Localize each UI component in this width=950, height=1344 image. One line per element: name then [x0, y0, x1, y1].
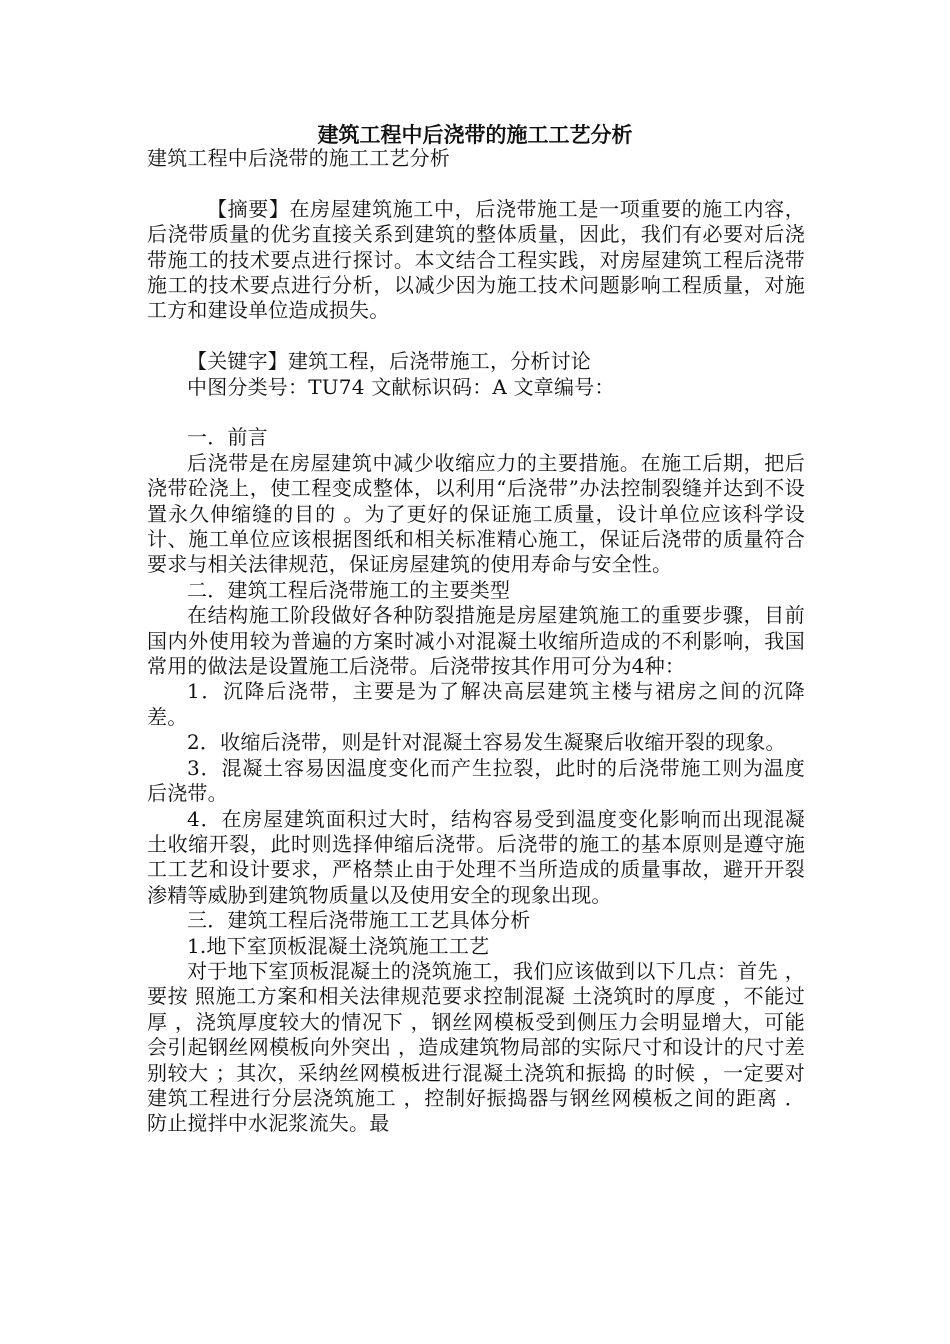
list-item: 1．沉降后浇带，主要是为了解决高层建筑主楼与裙房之间的沉降差。 — [147, 679, 805, 729]
list-item: 2．收缩后浇带，则是针对混凝土容易发生凝聚后收缩开裂的现象。 — [187, 730, 786, 755]
blank-line — [147, 400, 805, 425]
document-body — [147, 146, 805, 1137]
abstract-paragraph: 【摘要】在房屋建筑施工中，后浇带施工是一项重要的施工内容，后浇带质量的优劣直接关系到建筑的整体质量，因此，我们有必要对后浇带施工的技术要点进行探讨。本文结合工程实践，对房屋建筑工程后浇带施工的技术要点进行分析，以减少因为施工技术问题影响工程质量，对施工方和建设单位造成损失。 — [147, 196, 805, 323]
blank-line — [147, 171, 805, 196]
list-item: 3．混凝土容易因温度变化而产生拉裂，此时的后浇带施工则为温度后浇带。 — [147, 755, 805, 806]
section-heading-3: 三．建筑工程后浇带施工工艺具体分析 — [187, 908, 531, 933]
document-subtitle: 建筑工程中后浇带的施工工艺分析 — [147, 146, 450, 170]
section-heading-2: 二．建筑工程后浇带施工的主要类型 — [187, 577, 511, 602]
list-item: 4．在房屋建筑面积过大时，结构容易受到温度变化影响而出现混凝土收缩开裂，此时则选择伸缩后浇带。后浇带的施工的基本原则是遵守施工工艺和设计要求，严格禁止由于处理不当所造成的质量事故，避开开裂渗精等威胁到建筑物质量以及使用安全的现象出现。 — [147, 806, 805, 907]
body-paragraph: 对于地下室顶板混凝土的浇筑施工，我们应该做到以下几点：首先 ，要按 照施工方案和相关法律规范要求控制混凝 土浇筑时的厚度 ，不能过厚 ，浇筑厚度较大的情况下 ，钢丝网模板受到侧压力会明显增大，可能会引起钢丝网模板向外突出 ，造成建筑物局部的实际尺寸和设计的尺寸差别较大 ；其次，采纳丝网模板进行混凝土浇筑和振捣 的时候 ，一定要对建筑工程进行分层浇筑施工 ，控制好振捣器与钢丝网模板之间的距离 ．防止搅拌中水泥浆流失。最 — [147, 958, 805, 1136]
keywords-line: 【关键字】建筑工程，后浇带施工，分析讨论 — [187, 349, 591, 374]
body-paragraph: 在结构施工阶段做好各种防裂措施是房屋建筑施工的重要步骤，目前国内外使用较为普遍的方案时减小对混凝土收缩所造成的不利影响，我国常用的做法是设置施工后浇带。后浇带按其作用可分为4种： — [147, 603, 805, 679]
subsection-heading: 1.地下室顶板混凝土浇筑施工工艺 — [187, 933, 490, 958]
blank-line — [147, 324, 805, 349]
body-paragraph: 后浇带是在房屋建筑中减少收缩应力的主要措施。在施工后期，把后浇带砼浇上，使工程变成整体，以利用“后浇带”办法控制裂缝并达到不设置永久伸缩缝的目的 。为了更好的保证施工质量，设计单位应该科学设计、施工单位应该根据图纸和相关标准精心施工，保证后浇带的质量符合要求与相关法律规范，保证房屋建筑的使用寿命与安全性。 — [147, 450, 805, 577]
classification-line: 中图分类号：TU74 文献标识码：A 文章编号： — [187, 374, 615, 399]
document-title: 建筑工程中后浇带的施工工艺分析 — [317, 123, 633, 147]
section-heading-1: 一．前言 — [187, 425, 268, 450]
